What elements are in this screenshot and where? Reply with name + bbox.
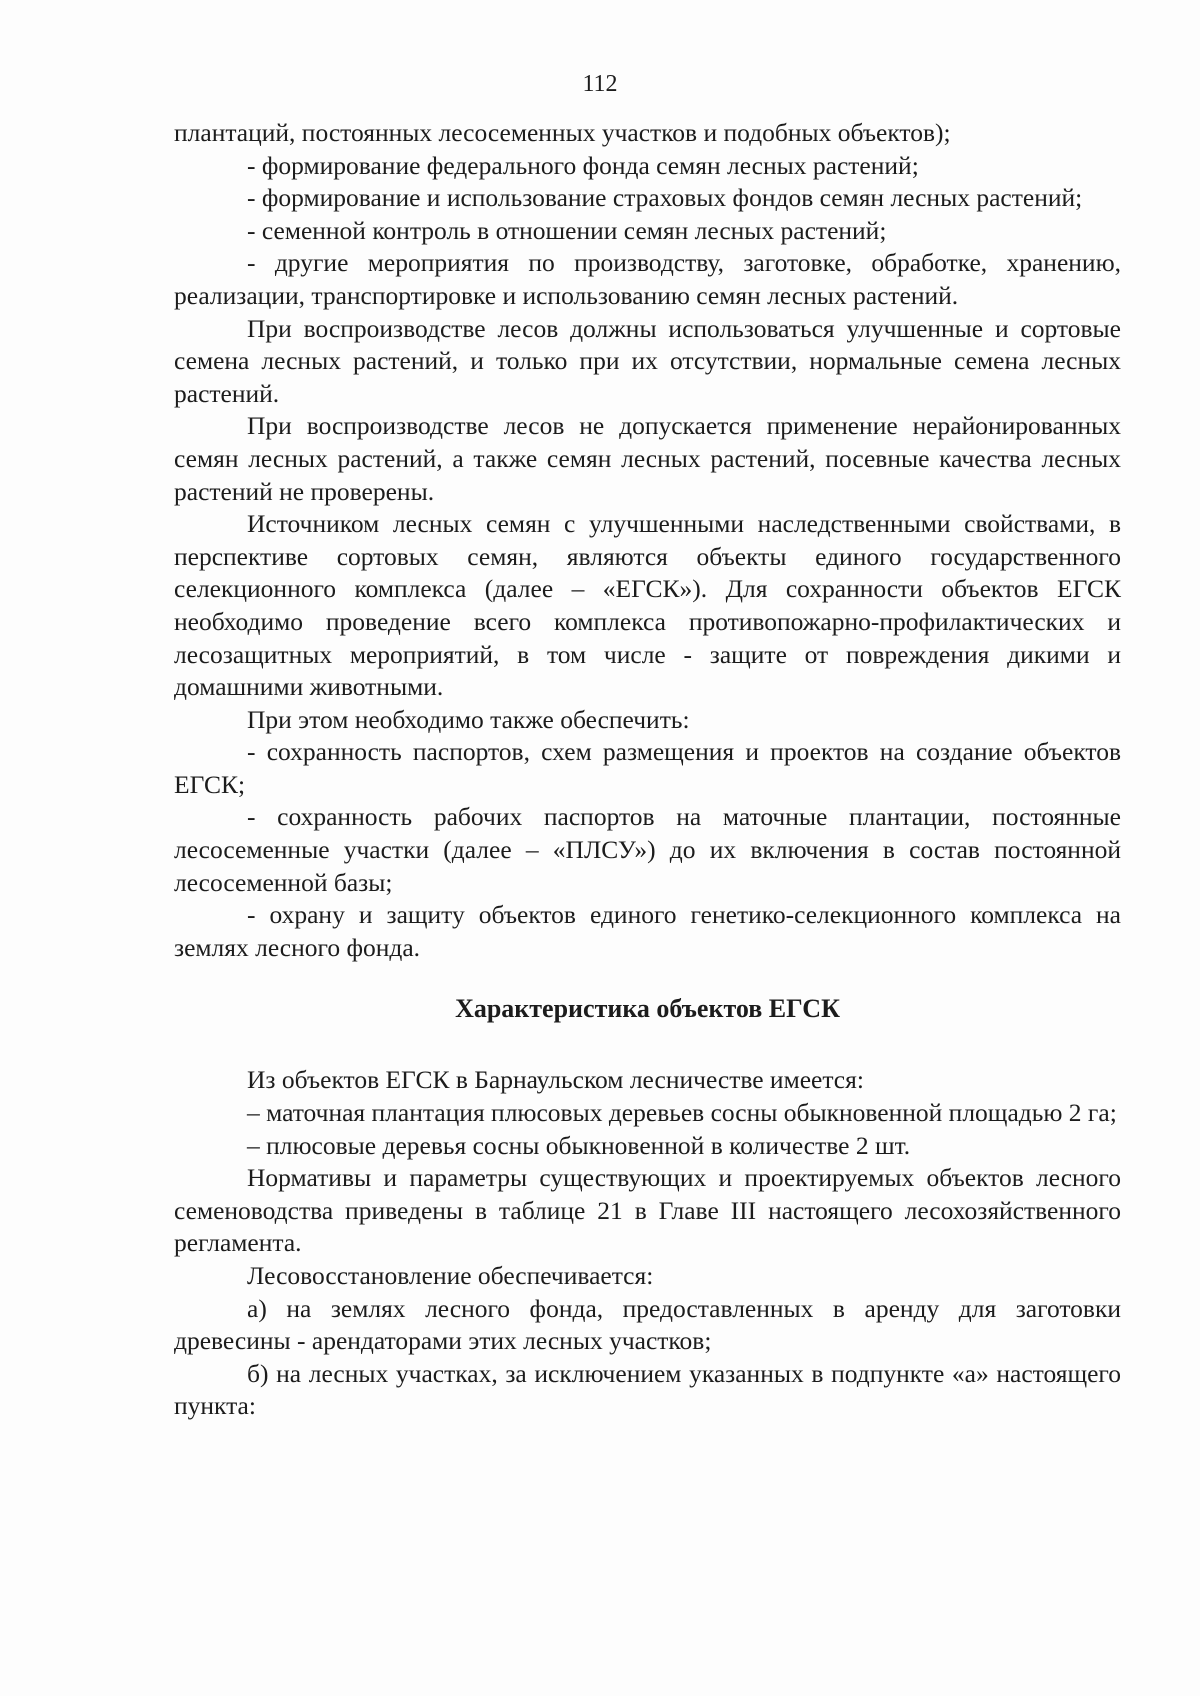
list-item: - формирование федерального фонда семян лесных растений; bbox=[247, 150, 919, 180]
list-item: - сохранность рабочих паспортов на маточные плантации, постоянные лесосеменные участки (далее – «ПЛСУ») до их включения в состав постоянной лесосеменной базы; bbox=[174, 802, 1121, 897]
paragraph: При воспроизводстве лесов должны использоваться улучшенные и сортовые семена лесных растений, и только при их отсутствии, нормальные семена лесных растений. bbox=[174, 313, 1121, 408]
paragraph: а) на землях лесного фонда, предоставленных в аренду для заготовки древесины - арендаторами этих лесных участков; bbox=[174, 1293, 1121, 1356]
list-item: - формирование и использование страховых фондов семян лесных растений; bbox=[247, 183, 1083, 213]
paragraphs-after-section bbox=[174, 1064, 1121, 1423]
list-item: - сохранность паспортов, схем размещения и проектов на создание объектов ЕГСК; bbox=[174, 737, 1121, 799]
paragraph: Нормативы и параметры существующих и проектируемых объектов лесного семеноводства приведены в таблице 21 в Главе III настоящего лесохозяйственного регламента. bbox=[174, 1163, 1121, 1258]
paragraph: Лесовосстановление обеспечивается: bbox=[247, 1261, 654, 1290]
paragraphs-before-section bbox=[174, 117, 1121, 964]
list-item: – плюсовые деревья сосны обыкновенной в количестве 2 шт. bbox=[247, 1130, 911, 1160]
document-body bbox=[174, 117, 1121, 1423]
paragraph: Из объектов ЕГСК в Барнаульском лесничестве имеется: bbox=[247, 1065, 864, 1095]
list-item: - другие мероприятия по производству, заготовке, обработке, хранению, реализации, транспортировке и использованию семян лесных растений. bbox=[174, 248, 1121, 310]
page-number: 112 bbox=[582, 71, 618, 97]
paragraph: При этом необходимо также обеспечить: bbox=[247, 704, 690, 734]
section-title: Характеристика объектов ЕГСК bbox=[455, 994, 840, 1024]
paragraph: Источником лесных семян с улучшенными наследственными свойствами, в перспективе сортовых семян, являются объекты единого государственного селекционного комплекса (далее – «ЕГСК»). Для сохранности объектов ЕГСК необходимо проведение всего комплекса противопожарно-профилактических и лесозащитных мероприятий, в том числе - защите от повреждения дикими и домашними животными. bbox=[174, 509, 1121, 702]
paragraph: плантаций, постоянных лесосеменных участков и подобных объектов); bbox=[174, 118, 951, 147]
paragraph: б) на лесных участках, за исключением указанных в подпункте «а» настоящего пункта: bbox=[174, 1358, 1121, 1421]
list-item: – маточная плантация плюсовых деревьев сосны обыкновенной площадью 2 га; bbox=[247, 1098, 1117, 1128]
list-item: - семенной контроль в отношении семян лесных растений; bbox=[247, 215, 887, 245]
paragraph: При воспроизводстве лесов не допускается применение нерайонированных семян лесных растений, а также семян лесных растений, посевные качества лесных растений не проверены. bbox=[174, 411, 1121, 506]
list-item: - охрану и защиту объектов единого генетико-селекционного комплекса на землях лесного фонда. bbox=[174, 900, 1121, 962]
